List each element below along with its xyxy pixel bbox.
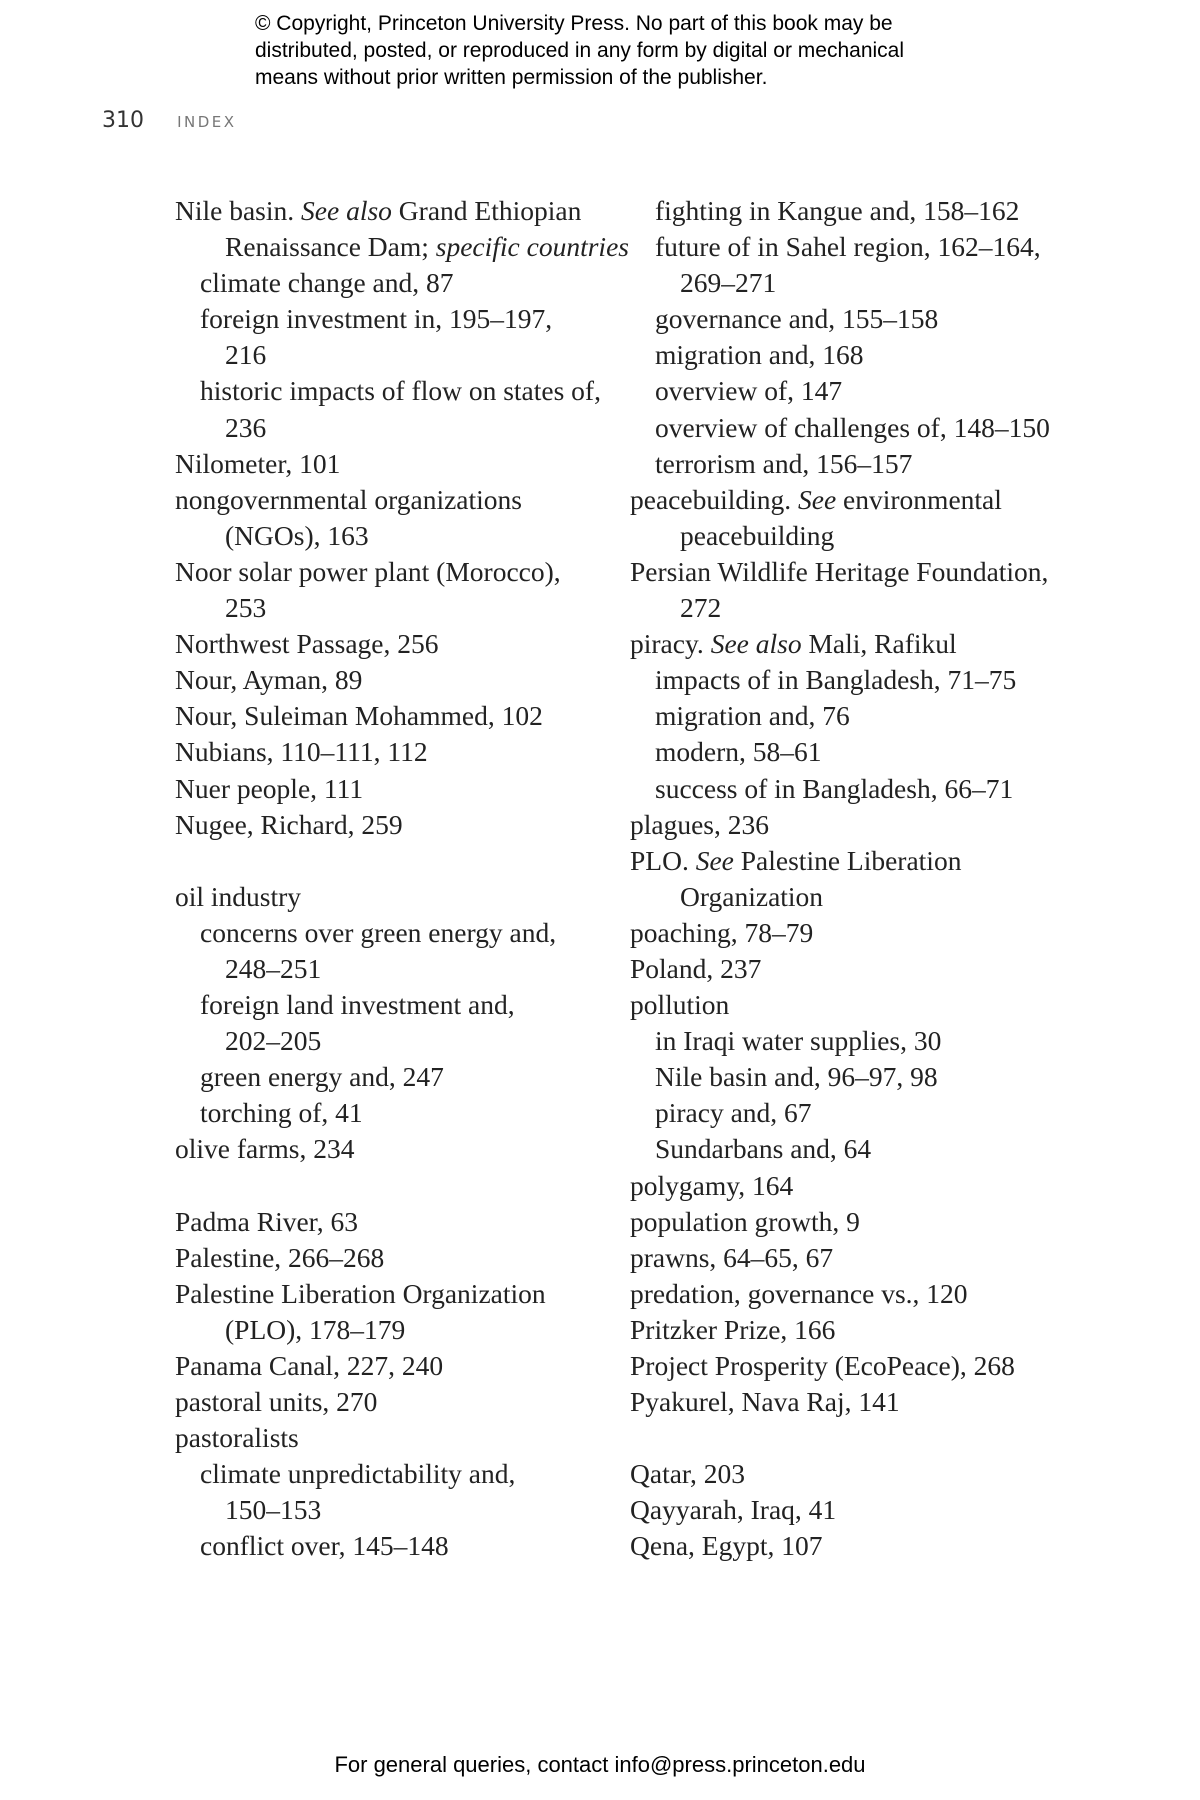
index-text: predation, governance vs., 120	[630, 1277, 968, 1309]
index-continuation	[630, 265, 1075, 301]
index-gap	[630, 1420, 1075, 1456]
index-text: Nile basin.	[175, 195, 302, 226]
index-continuation	[175, 1312, 615, 1348]
index-entry	[630, 1312, 1075, 1348]
index-text: Nile basin and, 96–97, 98	[655, 1061, 938, 1093]
index-text: 253	[225, 592, 267, 624]
running-head	[102, 108, 237, 133]
index-continuation	[175, 1023, 615, 1059]
index-text: Qatar, 203	[630, 1458, 745, 1490]
index-text: Qayyarah, Iraq, 41	[630, 1494, 837, 1526]
index-subentry	[175, 1095, 615, 1131]
index-continuation	[175, 410, 615, 446]
index-entry	[630, 1456, 1075, 1492]
index-entry	[175, 1131, 615, 1167]
index-text: Poland, 237	[630, 952, 762, 984]
index-text: Palestine Liberation Organization	[175, 1277, 546, 1309]
index-entry	[175, 771, 615, 807]
index-subentry	[630, 1023, 1075, 1059]
index-subentry	[175, 915, 615, 951]
index-text: torching of, 41	[200, 1097, 363, 1129]
index-text: 202–205	[225, 1025, 322, 1057]
index-subentry	[175, 373, 615, 409]
index-text: Nilometer, 101	[175, 447, 341, 479]
copyright-notice	[255, 10, 1015, 91]
index-entry	[630, 843, 1075, 879]
index-subentry	[175, 1059, 615, 1095]
index-text: overview of, 147	[655, 375, 843, 407]
index-text: Persian Wildlife Heritage Foundation,	[630, 555, 1049, 587]
index-continuation	[175, 1492, 615, 1528]
index-entry	[175, 1240, 615, 1276]
index-entry	[630, 1204, 1075, 1240]
index-subentry	[630, 698, 1075, 734]
index-text: Padma River, 63	[175, 1205, 358, 1237]
index-text: 269–271	[680, 267, 777, 299]
index-text: overview of challenges of, 148–150	[655, 411, 1050, 443]
index-continuation	[630, 879, 1075, 915]
index-text: green energy and, 247	[200, 1061, 444, 1093]
index-text: historic impacts of flow on states of,	[200, 375, 601, 407]
index-text: governance and, 155–158	[655, 303, 939, 335]
index-gap	[175, 843, 615, 879]
index-text: peacebuilding.	[630, 483, 798, 515]
index-continuation	[630, 590, 1075, 626]
index-entry	[630, 915, 1075, 951]
index-entry	[175, 1204, 615, 1240]
index-entry	[175, 446, 615, 482]
index-text: olive farms, 234	[175, 1133, 355, 1165]
index-entry	[630, 1348, 1075, 1384]
index-text: foreign land investment and,	[200, 989, 515, 1021]
index-subentry	[175, 987, 615, 1023]
index-text: Panama Canal, 227, 240	[175, 1350, 444, 1381]
index-entry	[175, 1384, 615, 1420]
index-text: in Iraqi water supplies, 30	[655, 1025, 942, 1057]
index-column-left	[175, 193, 629, 1565]
index-subentry	[630, 446, 1075, 482]
index-text: PLO.	[630, 844, 696, 876]
index-entry	[175, 734, 615, 770]
index-continuation	[175, 337, 615, 373]
index-text: success of in Bangladesh, 66–71	[655, 772, 1014, 804]
index-text: poaching, 78–79	[630, 916, 814, 948]
index-text: Palestine Liberation	[733, 844, 962, 876]
index-entry	[175, 879, 615, 915]
index-text: 236	[225, 411, 267, 443]
index-text: 272	[680, 592, 722, 624]
index-text: polygamy, 164	[630, 1169, 794, 1201]
index-text: pastoral units, 270	[175, 1386, 378, 1418]
index-text: impacts of in Bangladesh, 71–75	[655, 664, 1017, 696]
index-subentry	[630, 410, 1075, 446]
index-subentry	[630, 229, 1075, 265]
index-entry	[175, 554, 615, 590]
cross-reference-term: See	[695, 844, 734, 876]
index-continuation	[175, 229, 629, 265]
index-text: Pritzker Prize, 166	[630, 1313, 836, 1345]
index-text: peacebuilding	[680, 519, 835, 551]
index-subentry	[175, 301, 615, 337]
index-continuation	[175, 518, 615, 554]
index-text: concerns over green energy and,	[200, 916, 557, 948]
index-text: migration and, 168	[655, 339, 864, 371]
index-text: future of in Sahel region, 162–164,	[655, 231, 1041, 263]
index-entry	[175, 1348, 615, 1384]
index-continuation	[630, 518, 1075, 554]
cross-reference-term: specific countries	[435, 231, 629, 263]
cross-reference-term: See	[798, 483, 837, 515]
index-text: environmental	[836, 483, 1002, 515]
index-entry	[630, 1240, 1075, 1276]
index-subentry	[630, 1059, 1075, 1095]
index-text: Nour, Ayman, 89	[175, 664, 363, 696]
index-text: pollution	[630, 989, 730, 1021]
index-entry	[630, 987, 1075, 1023]
index-entry	[175, 1276, 615, 1312]
index-text: Grand Ethiopian	[391, 195, 582, 226]
index-entry	[630, 554, 1075, 590]
contact-footer: For general queries, contact info@press.princeton.edu	[334, 1752, 866, 1777]
index-subentry	[630, 734, 1075, 770]
index-entry	[175, 1420, 615, 1456]
index-subentry	[175, 1528, 615, 1564]
index-entry	[175, 662, 615, 698]
index-text: 248–251	[225, 952, 322, 984]
index-entry	[175, 193, 615, 229]
section-title: INDEX	[177, 113, 237, 131]
index-text: modern, 58–61	[655, 736, 822, 768]
index-entry	[630, 951, 1075, 987]
index-subentry	[630, 373, 1075, 409]
index-text: Renaissance Dam;	[225, 231, 436, 263]
index-subentry	[630, 662, 1075, 698]
index-text: terrorism and, 156–157	[655, 447, 913, 479]
index-text: plagues, 236	[630, 808, 770, 840]
index-text: Nubians, 110–111, 112	[175, 736, 428, 768]
index-text: climate unpredictability and,	[200, 1458, 516, 1490]
index-text: migration and, 76	[655, 700, 850, 732]
index-text: Nugee, Richard, 259	[175, 808, 403, 840]
index-text: climate change and, 87	[200, 267, 454, 299]
copyright-line: © Copyright, Princeton University Press. No part of this book may be	[255, 12, 893, 35]
index-subentry	[630, 1095, 1075, 1131]
index-subentry	[630, 1131, 1075, 1167]
index-text: prawns, 64–65, 67	[630, 1241, 834, 1273]
index-subentry	[175, 265, 615, 301]
index-text: Mali, Rafikul	[801, 628, 957, 660]
index-text: fighting in Kangue and, 158–162	[655, 195, 1020, 226]
index-text: 150–153	[225, 1494, 322, 1526]
index-text: piracy and, 67	[655, 1097, 812, 1129]
index-text: Palestine, 266–268	[175, 1241, 385, 1273]
cross-reference-term: See also	[301, 195, 392, 226]
index-entry	[630, 1528, 1075, 1564]
index-text: Pyakurel, Nava Raj, 141	[630, 1386, 900, 1418]
page-number: 310	[102, 108, 144, 133]
index-continuation	[175, 951, 615, 987]
index-text: population growth, 9	[630, 1205, 860, 1237]
copyright-line: distributed, posted, or reproduced in any form by digital or mechanical	[255, 39, 905, 62]
index-text: 216	[225, 339, 267, 371]
copyright-line: means without prior written permission of the publisher.	[255, 66, 768, 89]
index-subentry	[630, 337, 1075, 373]
index-entry	[630, 626, 1075, 662]
index-subentry	[175, 1456, 615, 1492]
index-text: Sundarbans and, 64	[655, 1133, 872, 1165]
cross-reference-term: See also	[710, 628, 802, 660]
index-entry	[630, 1276, 1075, 1312]
index-text: Northwest Passage, 256	[175, 628, 439, 660]
index-text: foreign investment in, 195–197,	[200, 303, 553, 335]
index-entry	[630, 1384, 1075, 1420]
index-subentry	[630, 771, 1075, 807]
index-text: nongovernmental organizations	[175, 483, 522, 515]
index-text: (NGOs), 163	[225, 519, 369, 551]
index-text: Nuer people, 111	[175, 772, 364, 804]
index-text: conflict over, 145–148	[200, 1530, 449, 1562]
index-entry	[630, 482, 1075, 518]
index-entry	[175, 482, 615, 518]
index-text: Nour, Suleiman Mohammed, 102	[175, 700, 543, 732]
index-text: Organization	[680, 880, 824, 912]
index-text: oil industry	[175, 880, 302, 912]
index-entry	[175, 807, 615, 843]
index-continuation	[175, 590, 615, 626]
index-text: Qena, Egypt, 107	[630, 1530, 823, 1562]
index-column-right	[630, 193, 1075, 1565]
index-text: piracy.	[630, 628, 711, 660]
index-entry	[630, 1168, 1075, 1204]
index-entry	[630, 807, 1075, 843]
index-entry	[630, 1492, 1075, 1528]
index-gap	[175, 1168, 615, 1204]
index-subentry	[630, 193, 1075, 229]
index-entry	[175, 698, 615, 734]
index-text: pastoralists	[175, 1422, 299, 1454]
index-text: Project Prosperity (EcoPeace), 268	[630, 1350, 1015, 1381]
index-text: Noor solar power plant (Morocco),	[175, 555, 561, 587]
index-subentry	[630, 301, 1075, 337]
index-entry	[175, 626, 615, 662]
index-text: (PLO), 178–179	[225, 1313, 406, 1345]
